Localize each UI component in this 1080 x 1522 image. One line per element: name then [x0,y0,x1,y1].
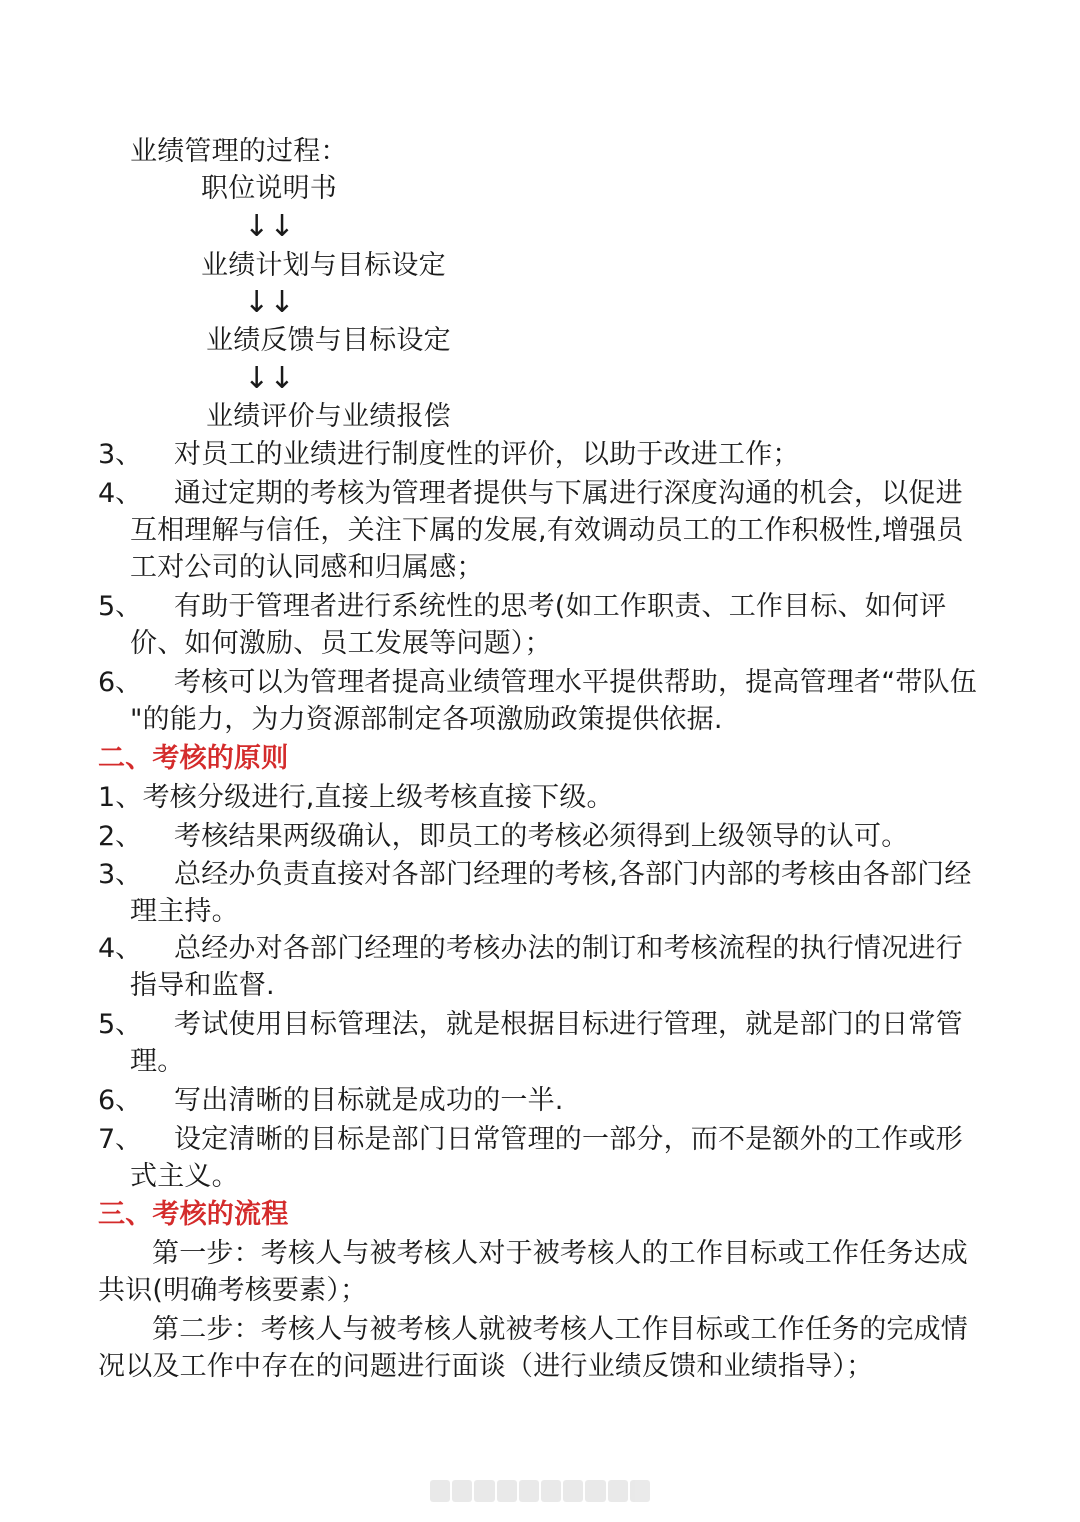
step-text: 第一步：考核人与被考核人对于被考核人的工作目标或工作任务达成 [152,1238,968,1269]
section-heading-principles: 二、考核的原则 [98,743,289,774]
flow-step-2: 业绩计划与目标设定 [201,250,446,281]
list-item-text: 写出清晰的目标就是成功的一半. [174,1085,564,1116]
list-item-text: 理主持。 [130,896,239,927]
list-item-text: 工对公司的认同感和归属感； [130,552,484,583]
section-heading-process: 三、考核的流程 [98,1199,289,1230]
flow-step-4: 业绩评价与业绩报偿 [206,401,451,432]
list-item-text: 总经办负责直接对各部门经理的考核,各部门内部的考核由各部门经 [174,859,972,890]
flow-arrow-3: ↓↓ [244,361,295,396]
list-item-text: 式主义。 [130,1161,239,1192]
list-number: 3、 [98,859,143,890]
list-number: 6、 [98,1085,143,1116]
list-item-text: 对员工的业绩进行制度性的评价，以助于改进工作； [174,439,800,470]
list-number: 4、 [98,478,143,509]
list-item-text: 总经办对各部门经理的考核办法的制订和考核流程的执行情况进行 [174,933,963,964]
list-number: 3、 [98,439,143,470]
flow-arrow-1: ↓↓ [244,209,295,244]
list-item-text: 通过定期的考核为管理者提供与下属进行深度沟通的机会，以促进 [174,478,963,509]
list-item-text: 1、考核分级进行,直接上级考核直接下级。 [98,782,614,813]
list-item-text: 考核结果两级确认，即员工的考核必须得到上级领导的认可。 [174,821,909,852]
list-number: 5、 [98,591,143,622]
list-item-text: 理。 [130,1046,185,1077]
flow-step-3: 业绩反馈与目标设定 [206,325,451,356]
step-text: 况以及工作中存在的问题进行面谈（进行业绩反馈和业绩指导）； [98,1351,874,1382]
list-number: 2、 [98,821,143,852]
list-number: 6、 [98,667,143,698]
step-text: 共识(明确考核要素）； [98,1275,368,1306]
step-text: 第二步：考核人与被考核人就被考核人工作目标或工作任务的完成情 [152,1314,968,1345]
list-item-text: 价、如何激励、员工发展等问题）； [130,628,552,659]
flow-step-1: 职位说明书 [201,173,337,204]
list-number: 7、 [98,1124,143,1155]
list-item-text: 考试使用目标管理法，就是根据目标进行管理，就是部门的日常管 [174,1009,963,1040]
list-item-text: 互相理解与信任，关注下属的发展,有效调动员工的工作积极性,增强员 [130,515,964,546]
list-item-text: 有助于管理者进行系统性的思考(如工作职责、工作目标、如何评 [174,591,947,622]
list-item-text: "的能力，为力资源部制定各项激励政策提供依据. [130,704,723,735]
list-item-text: 设定清晰的目标是部门日常管理的一部分，而不是额外的工作或形 [174,1124,963,1155]
list-item-text: 指导和监督. [130,970,275,1001]
watermark [430,1480,650,1502]
list-item-text: 考核可以为管理者提高业绩管理水平提供帮助，提高管理者“带队伍 [174,667,977,698]
flow-arrow-2: ↓↓ [244,285,295,320]
list-number: 4、 [98,933,143,964]
flow-title: 业绩管理的过程： [130,136,348,167]
list-number: 5、 [98,1009,143,1040]
